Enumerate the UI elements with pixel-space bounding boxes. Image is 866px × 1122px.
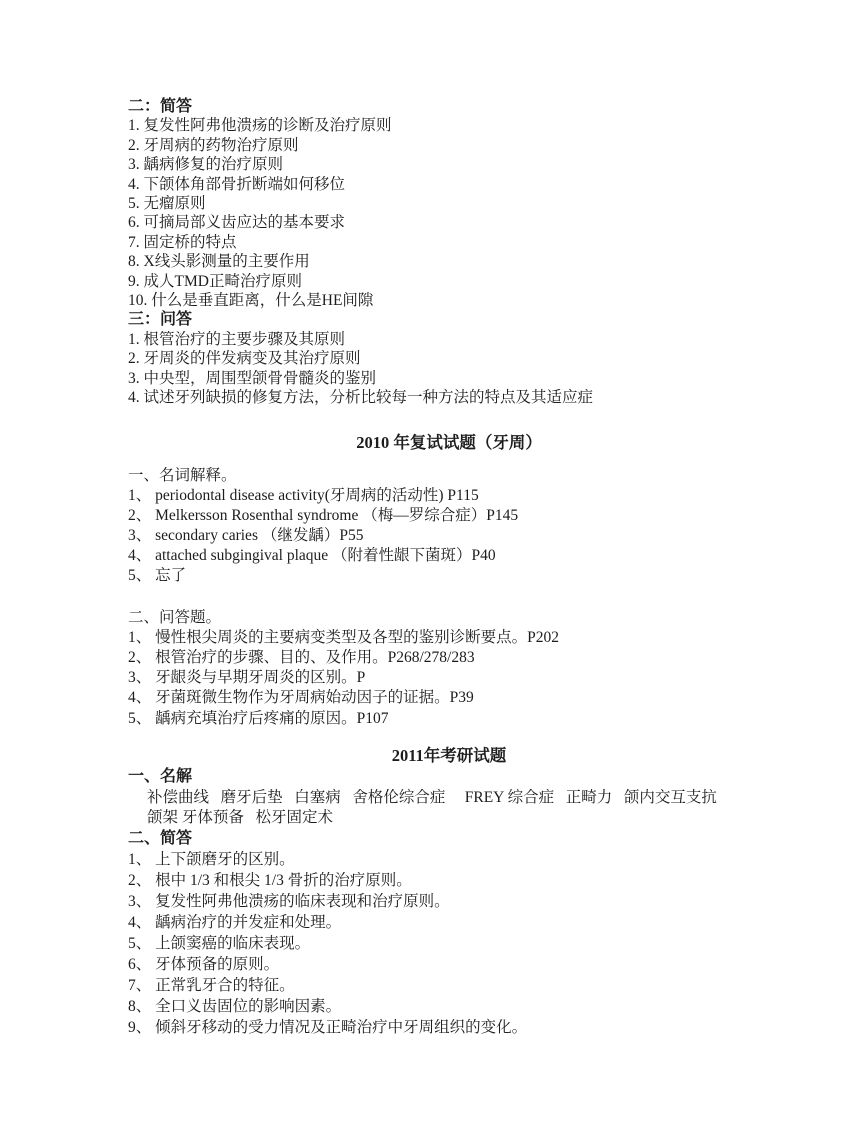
- question-item: 9. 成人TMD正畸治疗原则: [128, 272, 302, 290]
- section-heading-terms: 一、名词解释。: [128, 466, 237, 484]
- question-item: 10. 什么是垂直距离，什么是HE间隙: [128, 292, 374, 310]
- question-item: 4、 龋病治疗的并发症和处理。: [128, 913, 342, 931]
- question-item: 5、 龋病充填治疗后疼痛的原因。P107: [128, 709, 389, 727]
- question-item: 2、 根中 1/3 和根尖 1/3 骨折的治疗原则。: [128, 872, 412, 890]
- question-item: 4. 试述牙列缺损的修复方法，分析比较每一种方法的特点及其适应症: [128, 389, 594, 407]
- section-previous-exam: [128, 97, 770, 408]
- blank-line: [128, 586, 770, 598]
- section-heading-short-2011: 二、简答: [128, 830, 193, 848]
- question-item: 1、 上下颌磨牙的区别。: [128, 851, 295, 869]
- question-item: 7、 正常乳牙合的特征。: [128, 976, 295, 994]
- question-item: 6. 可摘局部义齿应达的基本要求: [128, 214, 346, 232]
- section-heading-essay-2010: 二、问答题。: [128, 609, 222, 627]
- question-item: 5. 无瘤原则: [128, 195, 206, 213]
- section-heading-terms-2011: 一、名解: [128, 767, 193, 785]
- question-item: 3. 中央型，周围型颌骨骨髓炎的鉴别: [128, 369, 377, 387]
- term-list-line: 补偿曲线 磨牙后垫 白塞病 舍格伦综合症 FREY 综合症 正畸力 颌内交互支抗: [147, 788, 717, 806]
- question-item: 3、 复发性阿弗他溃疡的临床表现和治疗原则。: [128, 893, 450, 911]
- question-item: 3、 牙龈炎与早期牙周炎的区别。P: [128, 669, 366, 687]
- question-item: 9、 倾斜牙移动的受力情况及正畸治疗中牙周组织的变化。: [128, 1018, 528, 1036]
- question-item: 2、 根管治疗的步骤、目的、及作用。P268/278/283: [128, 649, 475, 667]
- exam-title-2010: 2010 年复试试题（牙周）: [356, 432, 542, 452]
- section-heading-short-answer: 二：简答: [128, 98, 193, 115]
- exam-title-2011: 2011年考研试题: [391, 745, 507, 765]
- question-item: 1. 复发性阿弗他溃疡的诊断及治疗原则: [128, 117, 392, 135]
- question-item: 4、 牙菌斑微生物作为牙周病始动因子的证据。P39: [128, 689, 474, 707]
- section-exam-2011: [128, 767, 770, 1039]
- question-item: 4、 attached subgingival plaque （附着性龈下菌斑）P40: [128, 546, 496, 564]
- question-item: 2、 Melkersson Rosenthal syndrome （梅—罗综合症）P145: [128, 506, 519, 524]
- section-heading-essay: 三：问答: [128, 311, 193, 329]
- question-item: 1、 periodontal disease activity(牙周病的活动性) P115: [128, 486, 479, 504]
- question-item: 3. 龋病修复的治疗原则: [128, 156, 284, 174]
- question-item: 5、 上颌窦癌的临床表现。: [128, 934, 311, 952]
- question-item: 3、 secondary caries （继发龋）P55: [128, 526, 364, 544]
- question-item: 5、 忘了: [128, 566, 187, 584]
- question-item: 8. X线头影测量的主要作用: [128, 253, 310, 271]
- question-item: 2. 牙周病的药物治疗原则: [128, 136, 299, 154]
- term-list-line: 颌架 牙体预备 松牙固定术: [147, 809, 334, 827]
- question-item: 1、 慢性根尖周炎的主要病变类型及各型的鉴别诊断要点。P202: [128, 629, 559, 647]
- question-item: 1. 根管治疗的主要步骤及其原则: [128, 330, 346, 348]
- question-item: 4. 下颌体角部骨折断端如何移位: [128, 175, 346, 193]
- question-item: 8、 全口义齿固位的影响因素。: [128, 997, 342, 1015]
- question-item: 2. 牙周炎的伴发病变及其治疗原则: [128, 350, 361, 368]
- section-exam-2010: [128, 466, 770, 729]
- question-item: 6、 牙体预备的原则。: [128, 955, 280, 973]
- question-item: 7. 固定桥的特点: [128, 233, 237, 251]
